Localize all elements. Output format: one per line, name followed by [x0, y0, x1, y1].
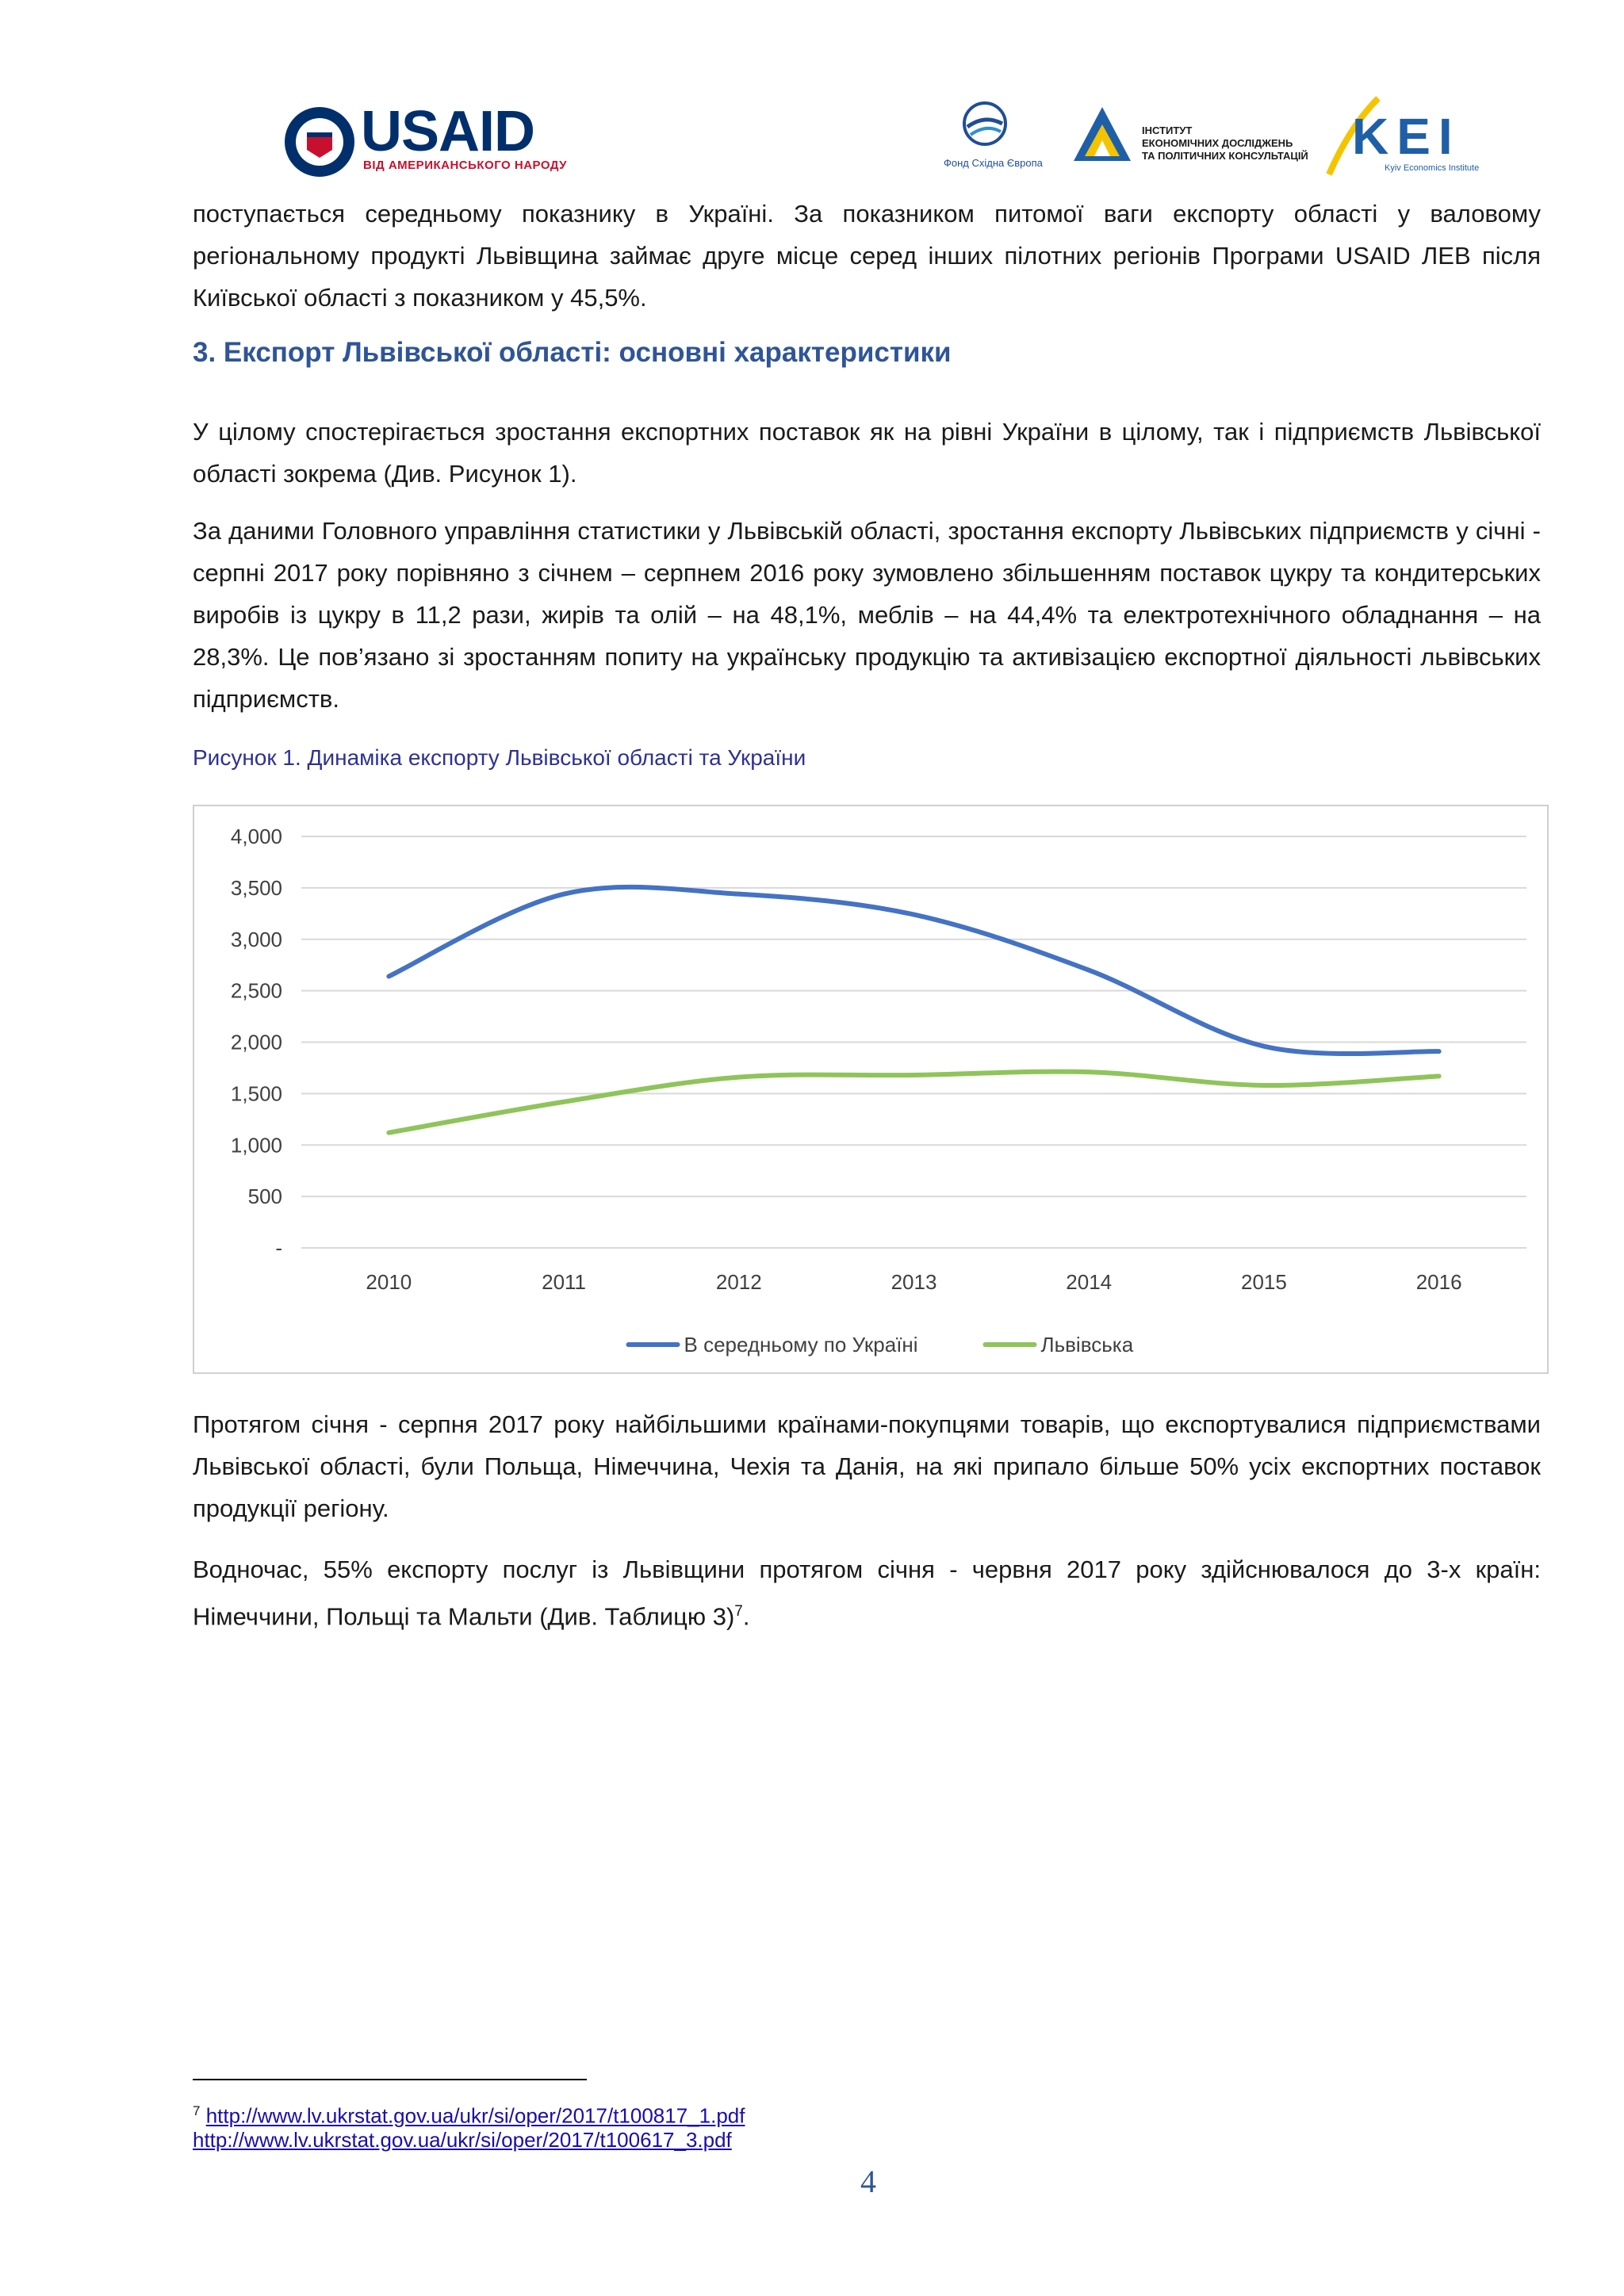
- y-tick-label: 3,500: [230, 875, 282, 900]
- y-tick-label: 1,500: [230, 1081, 282, 1106]
- y-tick-label: 2,500: [230, 978, 282, 1003]
- paragraph-5-end: .: [742, 1602, 750, 1631]
- kei-subtitle: Kyiv Economics Institute: [1385, 163, 1480, 173]
- figure-caption: Рисунок 1. Динаміка експорту Львівської області та України: [193, 745, 806, 770]
- legend-label: Львівська: [1040, 1333, 1134, 1357]
- y-tick-label: 4,000: [230, 825, 282, 848]
- footnote-link-1[interactable]: http://www.lv.ukrstat.gov.ua/ukr/si/oper/2017/t100817_1.pdf: [205, 2103, 745, 2128]
- x-tick-label: 2015: [1241, 1270, 1287, 1294]
- y-tick-label: 3,000: [230, 927, 282, 951]
- ier-title: ІНСТИТУТ: [1142, 124, 1193, 136]
- x-tick-label: 2016: [1415, 1270, 1462, 1294]
- ier-triangle-icon: [1072, 105, 1132, 163]
- x-tick-label: 2012: [715, 1270, 762, 1294]
- x-tick-label: 2014: [1066, 1270, 1113, 1294]
- series-line-ukraine: [389, 887, 1438, 1054]
- fund-caption: Фонд Східна Європа: [944, 157, 1043, 169]
- page-number: 4: [860, 2164, 876, 2199]
- chart-svg: [194, 806, 1547, 1372]
- y-tick-label: 500: [247, 1184, 282, 1209]
- paragraph-5-text: Водночас, 55% експорту послуг із Львівщини протягом січня - червня 2017 року здійснювалося до 3-х країн: Німеччини, Польщі та Мальти (Див. Таблицю 3): [193, 1556, 1541, 1631]
- footnote-link-2[interactable]: http://www.lv.ukrstat.gov.ua/ukr/si/oper/2017/t100617_3.pdf: [193, 2128, 732, 2152]
- footnote-2: [193, 2126, 732, 2153]
- x-tick-label: 2011: [542, 1270, 587, 1294]
- export-chart: [193, 805, 1549, 1374]
- paragraph-2: У цілому спостерігається зростання експортних поставок як на рівні України в цілому, так і підприємств Львівської області зокрема (Див. Рисунок 1).: [193, 418, 1541, 488]
- x-tick-label: 2013: [891, 1270, 937, 1294]
- footnote-marker: 7: [193, 2103, 201, 2118]
- ier-line3: ТА ПОЛІТИЧНИХ КОНСУЛЬТАЦІЙ: [1142, 150, 1308, 162]
- ier-line2: ЕКОНОМІЧНИХ ДОСЛІДЖЕНЬ: [1142, 137, 1293, 149]
- footnote-ref[interactable]: 7: [734, 1603, 743, 1620]
- paragraph-5: [193, 1548, 1541, 1637]
- y-tick-label: 1,000: [230, 1133, 282, 1158]
- usaid-wordmark: USAID: [361, 100, 535, 163]
- footnote-divider: [193, 2079, 587, 2080]
- paragraph-1: поступається середньому показнику в Україні. За показником питомої ваги експорту області у валовому регіональному продукті Львівщина займає друге місце серед інших пілотних регіонів Програми USAID ЛЕВ після Київської області з показником у 45,5%.: [193, 200, 1541, 312]
- kei-wordmark: KEI: [1352, 108, 1461, 165]
- x-tick-label: 2010: [366, 1270, 412, 1294]
- series-line-lviv: [389, 1072, 1438, 1133]
- legend-label: В середньому по Україні: [684, 1333, 918, 1357]
- y-tick-label: -: [275, 1236, 282, 1260]
- section-heading: 3. Експорт Львівської області: основні характеристики: [193, 337, 952, 368]
- paragraph-4: Протягом січня - серпня 2017 року найбільшими країнами-покупцями товарів, що експортувалися підприємствами Львівської області, були Польща, Німеччина, Чехія та Данія, на які припало більше 50% усіх експортних поставок продукції регіону.: [193, 1410, 1541, 1522]
- usaid-seal-icon: [283, 105, 356, 178]
- footnote-1: [193, 2098, 745, 2130]
- fund-east-europe-icon: [961, 100, 1009, 147]
- y-tick-label: 2,000: [230, 1030, 282, 1054]
- usaid-subtitle: ВІД АМЕРИКАНСЬКОГО НАРОДУ: [363, 159, 568, 172]
- paragraph-3: За даними Головного управління статистики у Львівській області, зростання експорту Львівських підприємств у січні - серпні 2017 року порівняно з січнем – серпнем 2016 року зумовлено збільшенням поставок цукру та кондитерських виробів із цукру в 11,2 рази, жирів та олій – на 48,1%, меблів – на 44,4% та електротехнічного обладнання – на 28,3%. Це пов’язано зі зростанням попиту на українську продукцію та активізацією експортної діяльності львівських підприємств.: [193, 517, 1541, 713]
